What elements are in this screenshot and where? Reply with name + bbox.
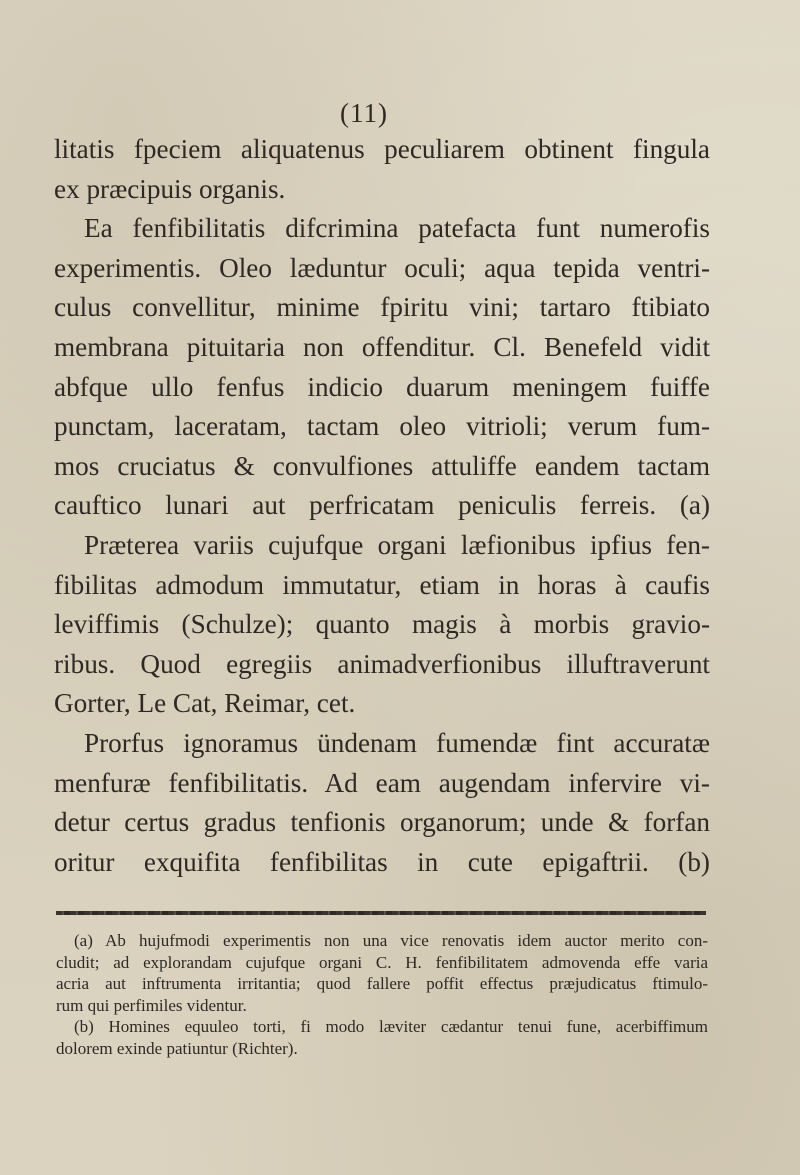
text-line: culus convellitur, minime fpiritu vini; tartaro ftibiato bbox=[54, 292, 710, 323]
text-line: detur certus gradus tenfionis organorum; unde & forfan bbox=[54, 807, 710, 838]
text-line: Gorter, Le Cat, Reimar, cet. bbox=[54, 688, 356, 719]
text-line: ex præcipuis organis. bbox=[54, 173, 286, 204]
text-line: oritur exquifita fenfibilitas in cute epigaftrii. (b) bbox=[54, 846, 710, 877]
text-line: experimentis. Oleo læduntur oculi; aqua tepida ventri- bbox=[54, 252, 710, 283]
paragraph-start-line: Prorfus ignoramus ündenam fumendæ fint accuratæ bbox=[84, 727, 710, 758]
text-line: abfque ullo fenfus indicio duarum meningem fuiffe bbox=[54, 371, 710, 402]
footnote-divider-rule bbox=[56, 911, 706, 915]
text-line: membrana pituitaria non offenditur. Cl. Benefeld vidit bbox=[54, 331, 710, 362]
text-line: menfuræ fenfibilitatis. Ad eam augendam infervire vi- bbox=[54, 767, 710, 798]
footnote-line: dolorem exinde patiuntur (Richter). bbox=[56, 1038, 298, 1058]
text-line: punctam, laceratam, tactam oleo vitrioli; verum fum- bbox=[54, 411, 710, 442]
page-number: (11) bbox=[340, 98, 388, 128]
footnote-line: rum qui perfimiles videntur. bbox=[56, 995, 247, 1015]
paragraph-start-line: Ea fenfibilitatis difcrimina patefacta funt numerofis bbox=[84, 213, 710, 244]
text-line: leviffimis (Schulze); quanto magis à morbis gravio- bbox=[54, 609, 710, 640]
footnotes-block bbox=[56, 930, 708, 1059]
footnote-line: cludit; ad explorandam cujufque organi C. H. fenfibilitatem admovenda effe varia bbox=[56, 952, 708, 972]
text-line: litatis fpeciem aliquatenus peculiarem obtinent fingula bbox=[54, 134, 710, 164]
footnote-line: (a) Ab hujufmodi experimentis non una vice renovatis idem auctor merito con- bbox=[74, 931, 708, 950]
main-text-block bbox=[54, 130, 710, 882]
paragraph-start-line: Præterea variis cujufque organi læfionibus ipfius fen- bbox=[84, 529, 710, 560]
footnote-line: (b) Homines equuleo torti, fi modo læviter cædantur tenui fune, acerbiffimum bbox=[74, 1017, 708, 1036]
text-line: cauftico lunari aut perfricatam peniculis ferreis. (a) bbox=[54, 490, 710, 521]
footnote-line: acria aut inftrumenta irritantia; quod fallere poffit effectus præjudicatus ftimulo- bbox=[56, 974, 708, 993]
text-line: fibilitas admodum immutatur, etiam in horas à caufis bbox=[54, 569, 710, 600]
text-line: ribus. Quod egregiis animadverfionibus illuftraverunt bbox=[54, 648, 710, 679]
text-line: mos cruciatus & convulfiones attuliffe eandem tactam bbox=[54, 450, 710, 481]
